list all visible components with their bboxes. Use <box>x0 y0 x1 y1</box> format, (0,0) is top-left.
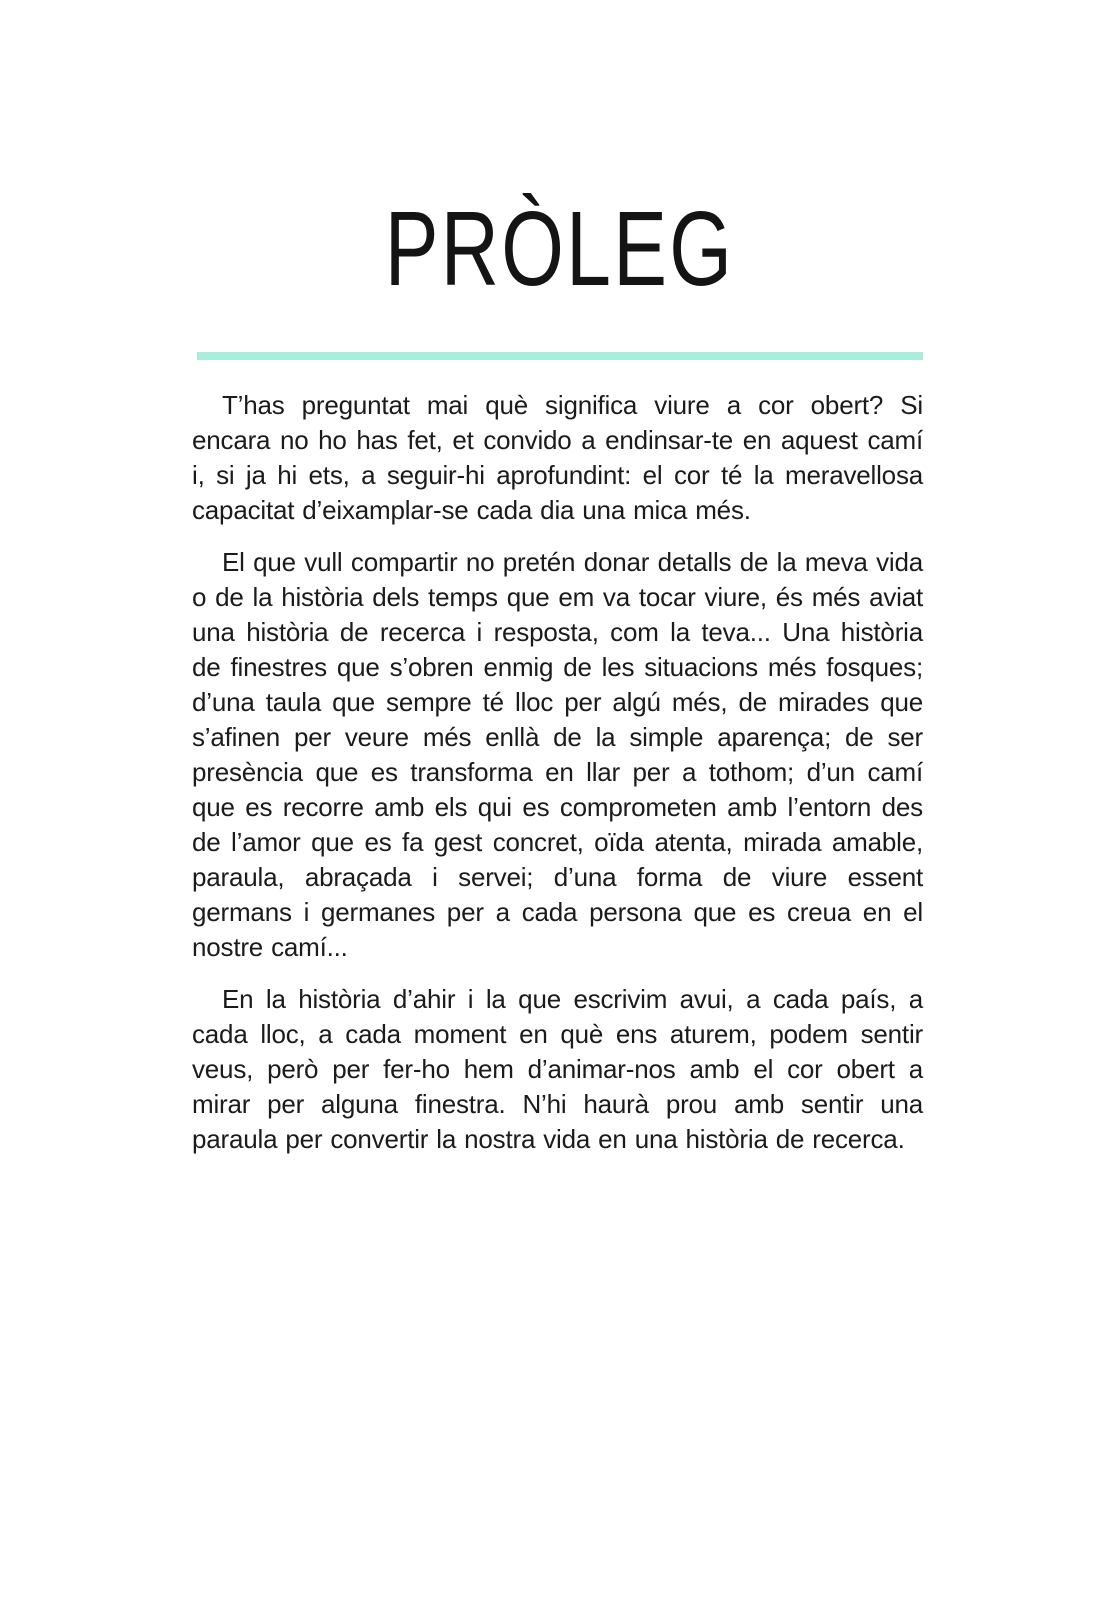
page-title: PRÒLEG <box>384 190 735 308</box>
paragraph: T’has preguntat mai què significa viure a cor obert? Si encara no ho has fet, et convido a endinsar-te en aquest camí i, si ja hi ets, a seguir-hi aprofundint: el cor té la meravellosa capacitat d’eixamplar-se cada dia una mica més. <box>192 390 923 525</box>
prologue-body <box>192 388 923 1157</box>
paragraph: El que vull compartir no pretén donar detalls de la meva vida o de la història dels temps que em va tocar viure, és més aviat una història de recerca i resposta, com la teva... Una història de finestres que s’obren enmig de les situacions més fosques; d’una taula que sempre té lloc per algú més, de mirades que s’afinen per veure més enllà de la simple aparença; de ser presència que es transforma en llar per a tothom; d’un camí que es recorre amb els qui es comprometen amb l’entorn des de l’amor que es fa gest concret, oïda atenta, mirada amable, paraula, abraçada i servei; d’una forma de viure essent germans i germanes per a cada persona que es creua en el nostre camí... <box>192 547 923 962</box>
paragraph: En la història d’ahir i la que escrivim avui, a cada país, a cada lloc, a cada moment en què ens aturem, podem sentir veus, però per fer-ho hem d’animar-nos amb el cor obert a mirar per alguna finestra. N’hi haurà prou amb sentir una paraula per convertir la nostra vida en una història de recerca. <box>192 984 923 1154</box>
chapter-header <box>0 190 1119 360</box>
title-accent-rule <box>197 352 923 360</box>
